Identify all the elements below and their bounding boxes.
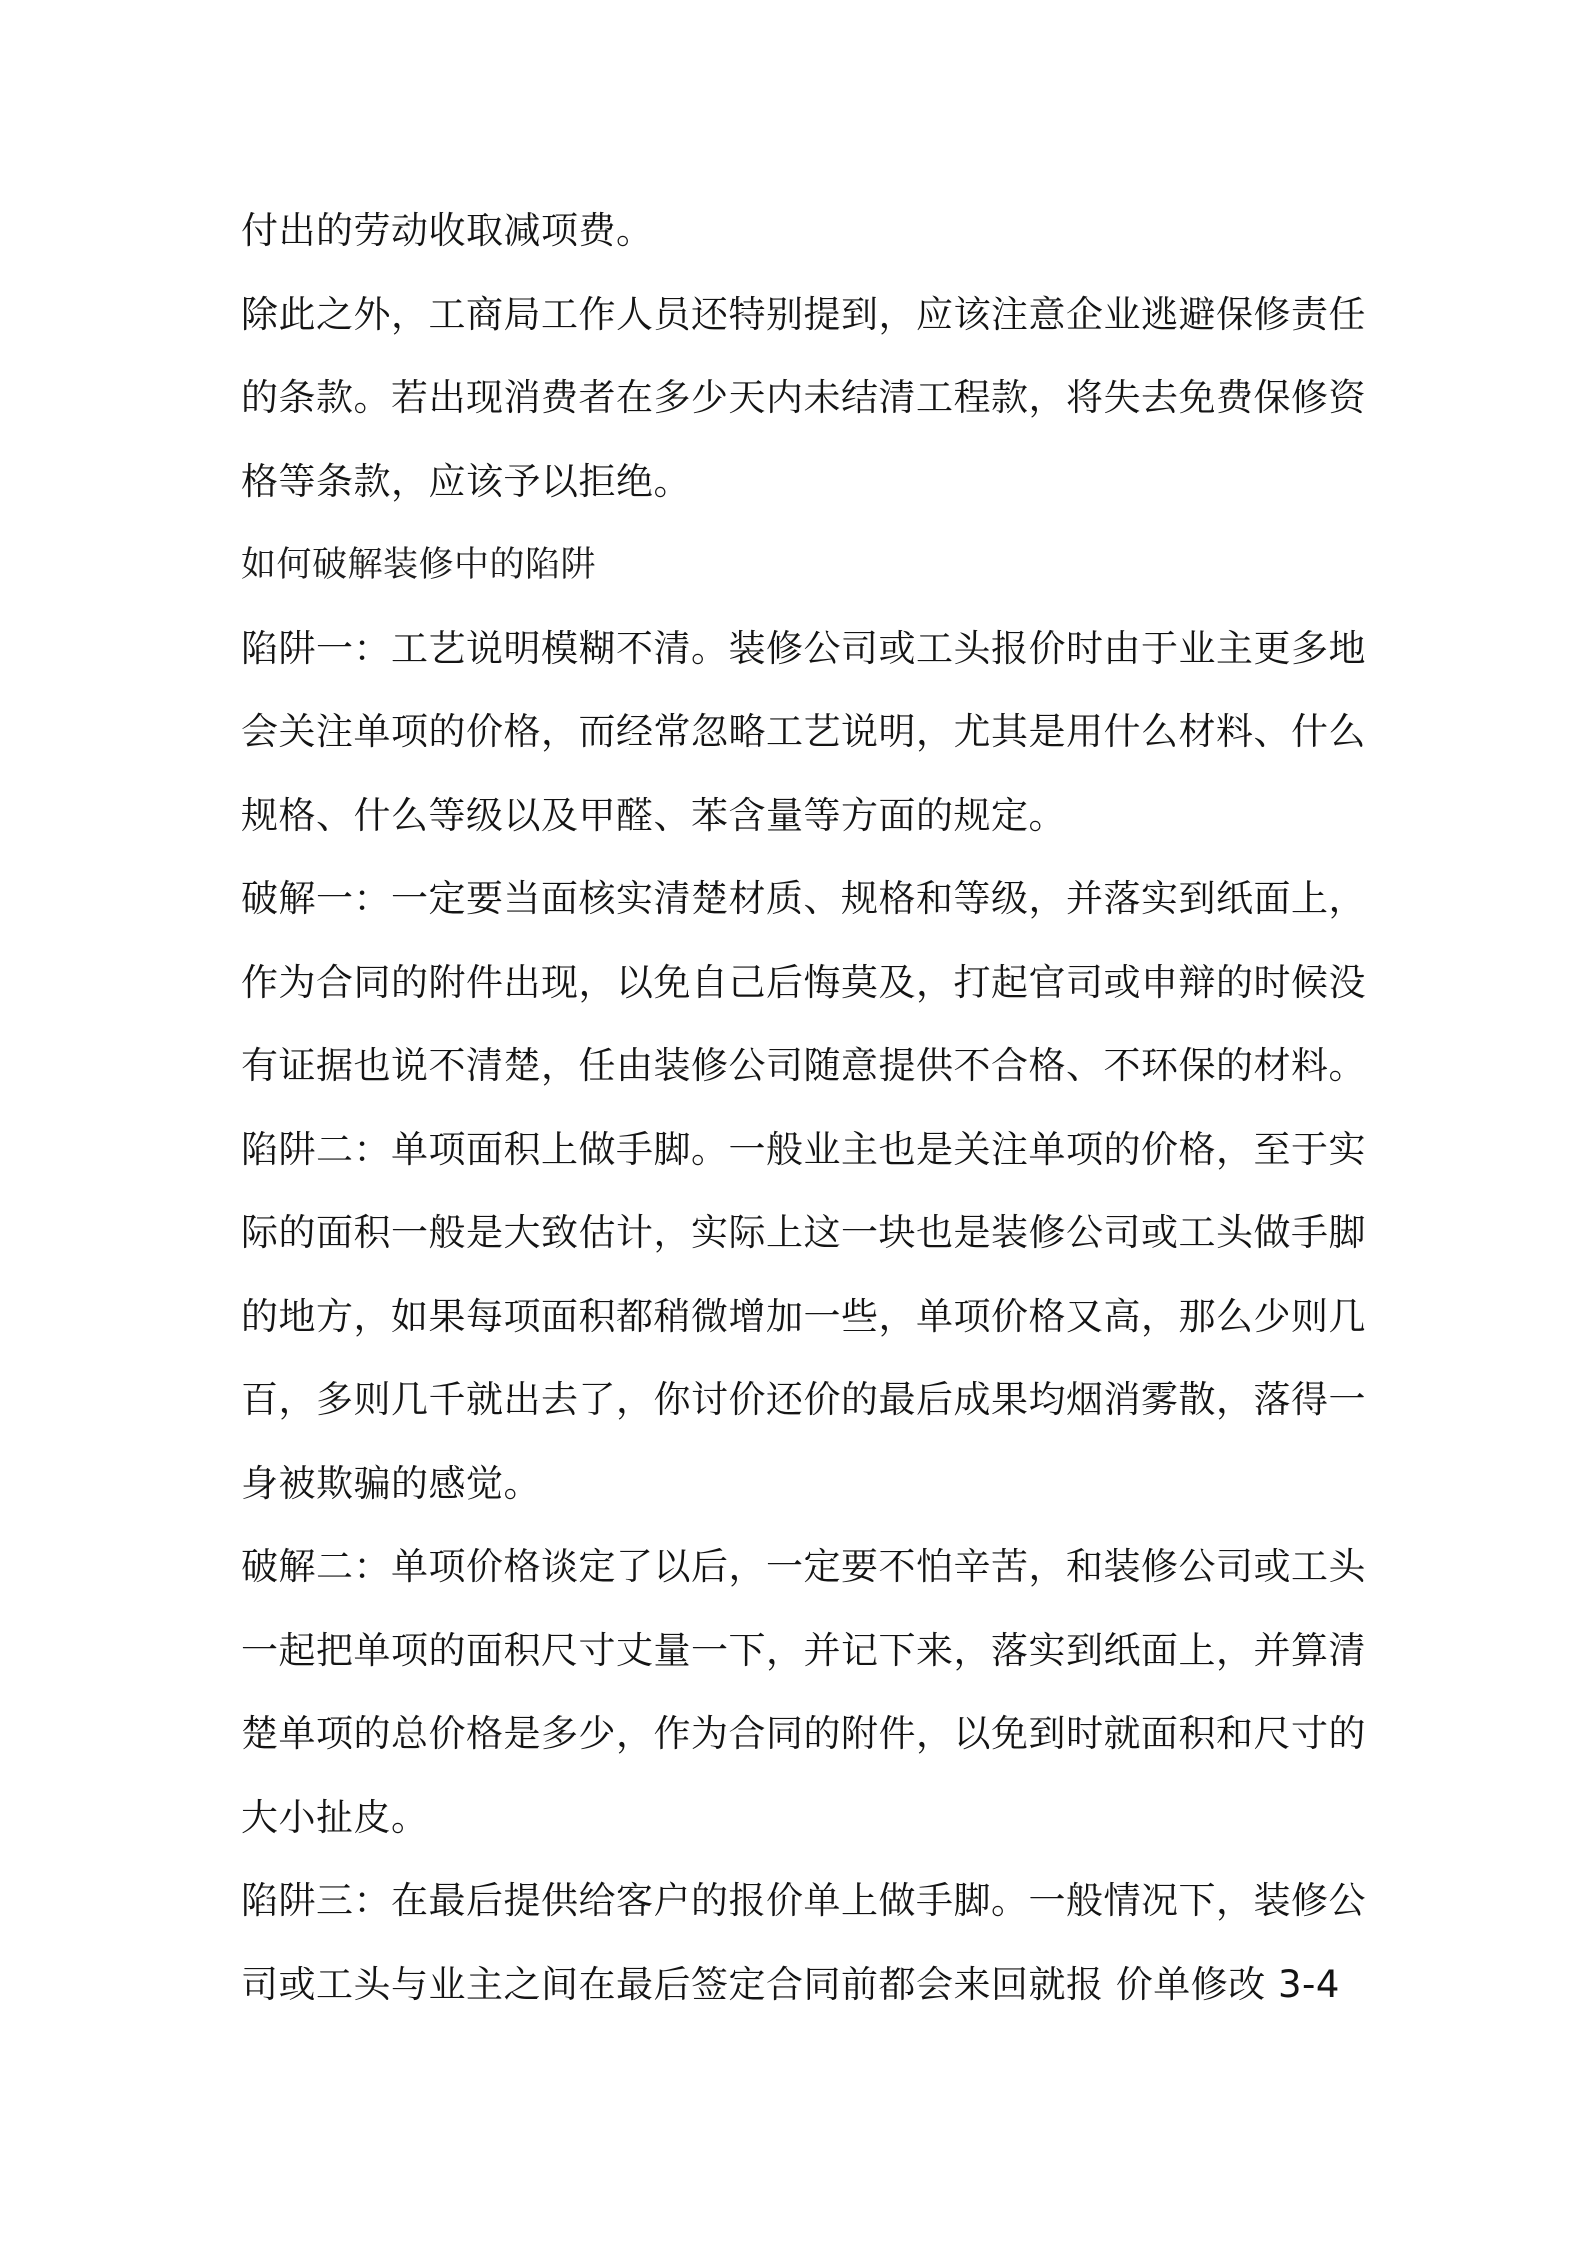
- paragraph-line: 付出的劳动收取减项费。: [241, 209, 654, 252]
- paragraph-line: 格等条款，应该予以拒绝。: [241, 459, 691, 503]
- paragraph-line: 楚单项的总价格是多少，作为合同的附件，以免到时就面积和尺寸的: [241, 1712, 1366, 1755]
- paragraph-line: 除此之外，工商局工作人员还特别提到，应该注意企业逃避保修责任: [241, 292, 1366, 336]
- paragraph-line: 规格、什么等级以及甲醛、苯含量等方面的规定。: [241, 793, 1066, 837]
- paragraph-line: 际的面积一般是大致估计，实际上这一块也是装修公司或工头做手脚: [241, 1211, 1366, 1254]
- paragraph-line: 的条款。若出现消费者在多少天内未结清工程款，将失去免费保修资: [241, 376, 1366, 419]
- paragraph-line: 司或工头与业主之间在最后签定合同前都会来回就报 价单修改 3-4: [241, 1962, 1340, 2006]
- paragraph-line: 陷阱二：单项面积上做手脚。一般业主也是关注单项的价格，至于实: [241, 1127, 1366, 1171]
- paragraph-line: 陷阱一：工艺说明模糊不清。装修公司或工头报价时由于业主更多地: [241, 626, 1366, 670]
- paragraph-line: 破解一：一定要当面核实清楚材质、规格和等级，并落实到纸面上，: [241, 877, 1366, 920]
- paragraph-line: 陷阱三：在最后提供给客户的报价单上做手脚。一般情况下，装修公: [241, 1879, 1366, 1922]
- section-heading: 如何破解装修中的陷阱: [241, 545, 597, 585]
- paragraph-line: 大小扯皮。: [241, 1795, 429, 1839]
- document-body: [241, 196, 1366, 2033]
- paragraph-line: 破解二：单项价格谈定了以后，一定要不怕辛苦，和装修公司或工头: [241, 1545, 1366, 1588]
- paragraph-line: 的地方，如果每项面积都稍微增加一些，单项价格又高，那么少则几: [241, 1294, 1366, 1338]
- paragraph-line: 作为合同的附件出现，以免自己后悔莫及，打起官司或申辩的时候没: [241, 960, 1366, 1004]
- paragraph-line: 百，多则几千就出去了，你讨价还价的最后成果均烟消雾散，落得一: [241, 1378, 1366, 1421]
- paragraph-line: 一起把单项的面积尺寸丈量一下，并记下来，落实到纸面上，并算清: [241, 1628, 1366, 1672]
- paragraph-line: 有证据也说不清楚，任由装修公司随意提供不合格、不环保的材料。: [241, 1044, 1366, 1087]
- paragraph-line: 身被欺骗的感觉。: [241, 1461, 541, 1505]
- paragraph-line: 会关注单项的价格，而经常忽略工艺说明，尤其是用什么材料、什么: [241, 710, 1366, 753]
